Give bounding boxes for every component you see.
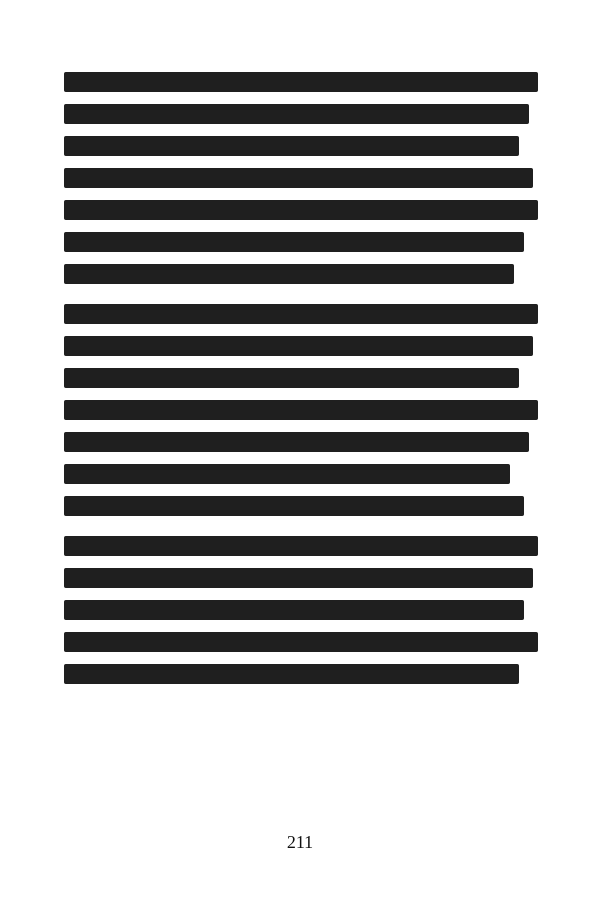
paragraph-2-placeholder bbox=[64, 496, 524, 516]
paragraph-1-placeholder bbox=[64, 264, 514, 284]
text-body-placeholder bbox=[64, 72, 538, 696]
paragraph-1-placeholder bbox=[64, 72, 538, 92]
paragraph-2-placeholder bbox=[64, 400, 538, 420]
paragraph-2-placeholder bbox=[64, 336, 533, 356]
paragraph-2-placeholder bbox=[64, 432, 529, 452]
paragraph-1-placeholder bbox=[64, 168, 533, 188]
paragraph-1-placeholder bbox=[64, 136, 519, 156]
paragraph-3-placeholder bbox=[64, 664, 519, 684]
page-number: 211 bbox=[286, 832, 314, 852]
paragraph-1-placeholder bbox=[64, 200, 538, 220]
paragraph-1-placeholder bbox=[64, 104, 529, 124]
paragraph-2-placeholder bbox=[64, 368, 519, 388]
paragraph-3-placeholder bbox=[64, 536, 538, 556]
paragraph-2-placeholder bbox=[64, 304, 538, 324]
paragraph-3-placeholder bbox=[64, 568, 533, 588]
paragraph-3-placeholder bbox=[64, 600, 524, 620]
paragraph-1-placeholder bbox=[64, 232, 524, 252]
paragraph-2-placeholder bbox=[64, 464, 510, 484]
paragraph-3-placeholder bbox=[64, 632, 538, 652]
